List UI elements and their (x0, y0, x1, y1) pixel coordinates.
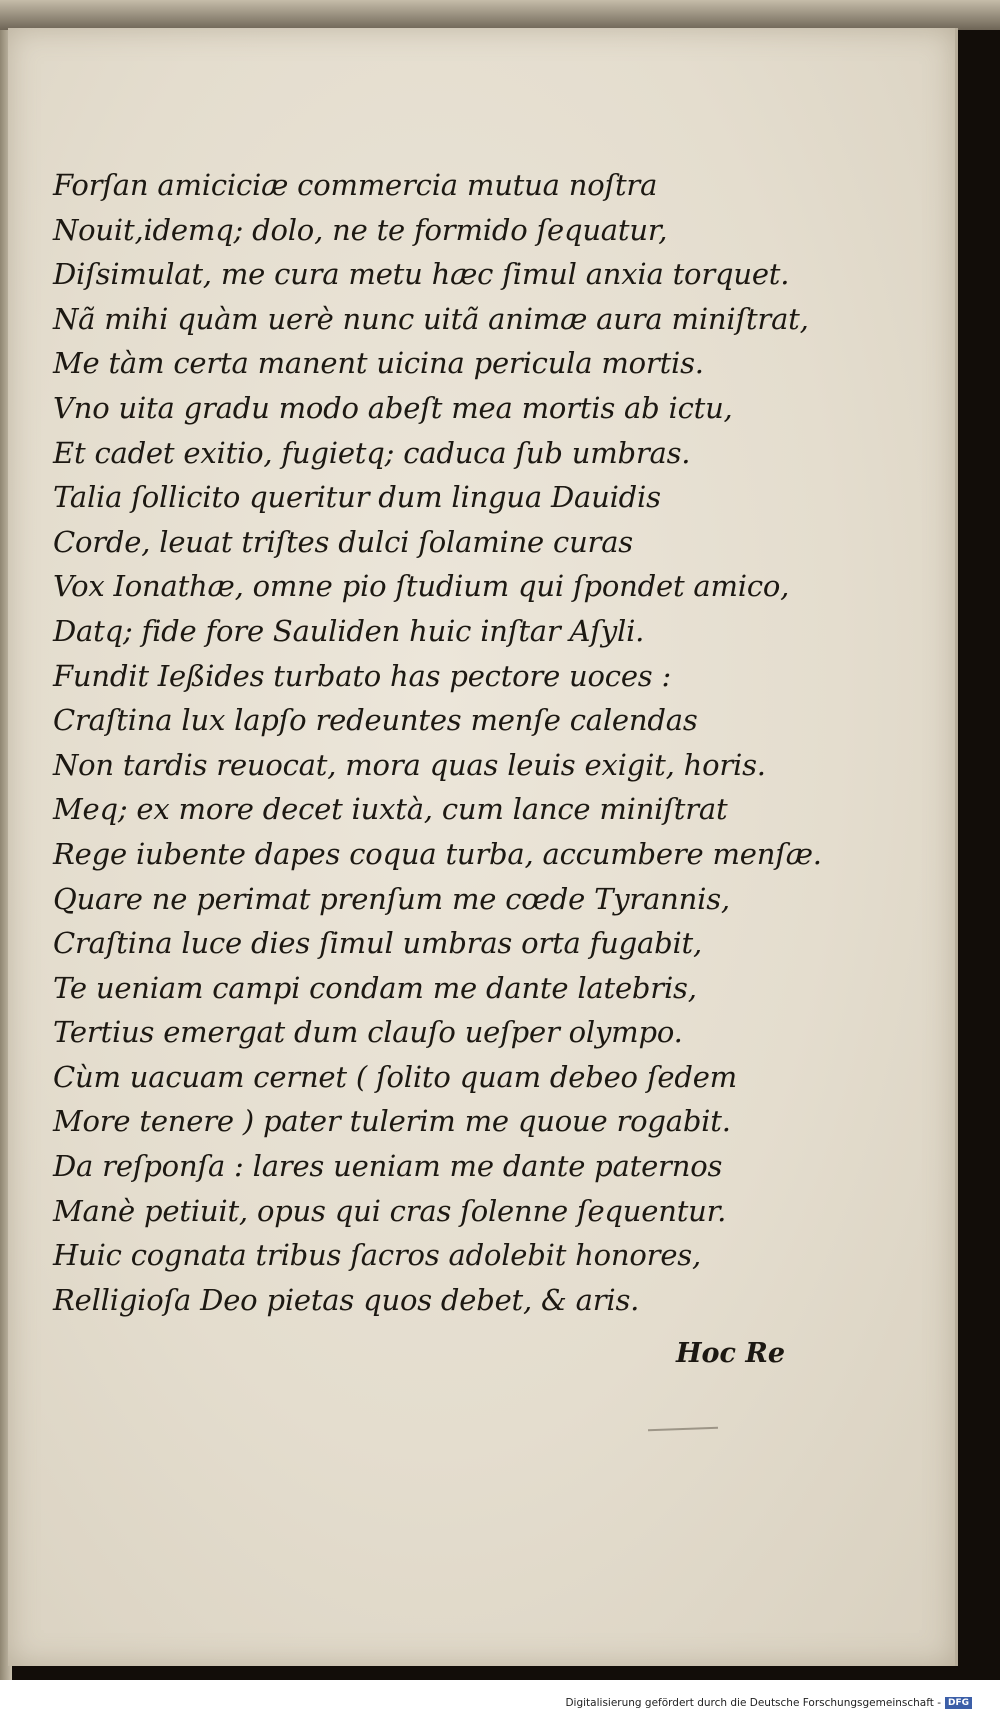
verse-line: Vno uita gradu modo abeſt mea mortis ab ictu, (53, 390, 733, 425)
verse-line: Fundit Ießides turbato has pectore uoces : (53, 658, 672, 693)
verse-line: Tertius emergat dum clauſo ueſper olympo. (53, 1015, 683, 1050)
verse-line: Huic cognata tribus ſacros adolebit honores, (53, 1238, 701, 1273)
verse-line: Diſsimulat, me cura metu hæc ſimul anxia torquet. (53, 257, 790, 292)
ink-mark (648, 1427, 718, 1431)
catchword: Hoc Re (676, 1338, 785, 1369)
verse-line: Relligioſa Deo pietas quos debet, & aris. (53, 1282, 640, 1317)
verse-line: Nouit,idemq; dolo, ne te formido ſequatur, (53, 212, 668, 247)
verse-line: Nã mihi quàm uerè nunc uitã animæ aura miniſtrat, (53, 301, 809, 336)
verse-line: Meq; ex more decet iuxtà, cum lance miniſtrat (53, 792, 728, 827)
scan-top-border (0, 0, 1000, 30)
verse-line: Talia ſollicito queritur dum lingua Dauidis (53, 480, 661, 515)
verse-line: Vox Ionathæ, omne pio ſtudium qui ſpondet amico, (53, 569, 790, 604)
verse-line: Et cadet exitio, fugietq; caduca ſub umbras. (53, 435, 691, 470)
book-page (8, 28, 958, 1666)
funding-credit (565, 1697, 972, 1709)
verse-line: Craſtina luce dies ſimul umbras orta fugabit, (53, 926, 702, 961)
verse-line: Datq; fide fore Sauliden huic inſtar Aſyli. (53, 613, 645, 648)
verse-line: Da reſponſa : lares ueniam me dante paternos (53, 1149, 723, 1184)
dfg-logo-icon: DFG (945, 1697, 972, 1709)
verse-line: Corde, leuat triſtes dulci ſolamine curas (53, 524, 633, 559)
verse-line: Non tardis reuocat, mora quas leuis exigit, horis. (53, 747, 766, 782)
verse-line: Quare ne perimat prenſum me cœde Tyrannis, (53, 881, 730, 916)
verse-line: Manè petiuit, opus qui cras ſolenne ſequentur. (53, 1193, 727, 1228)
verse-line: Rege iubente dapes coqua turba, accumbere menſæ. (53, 836, 822, 871)
verse-text (53, 163, 923, 1322)
verse-line: Cùm uacuam cernet ( ſolito quam debeo ſedem (53, 1059, 737, 1094)
verse-line: Me tàm certa manent uicina pericula mortis. (53, 346, 704, 381)
verse-line: More tenere ) pater tulerim me quoue rogabit. (53, 1104, 731, 1139)
verse-line: Craſtina lux lapſo redeuntes menſe calendas (53, 703, 698, 738)
verse-line: Forſan amiciciæ commercia mutua noſtra (53, 168, 658, 202)
verse-line: Te ueniam campi condam me dante latebris, (53, 970, 697, 1005)
funding-credit-text: Digitalisierung gefördert durch die Deutsche Forschungsgemeinschaft - (565, 1697, 941, 1709)
